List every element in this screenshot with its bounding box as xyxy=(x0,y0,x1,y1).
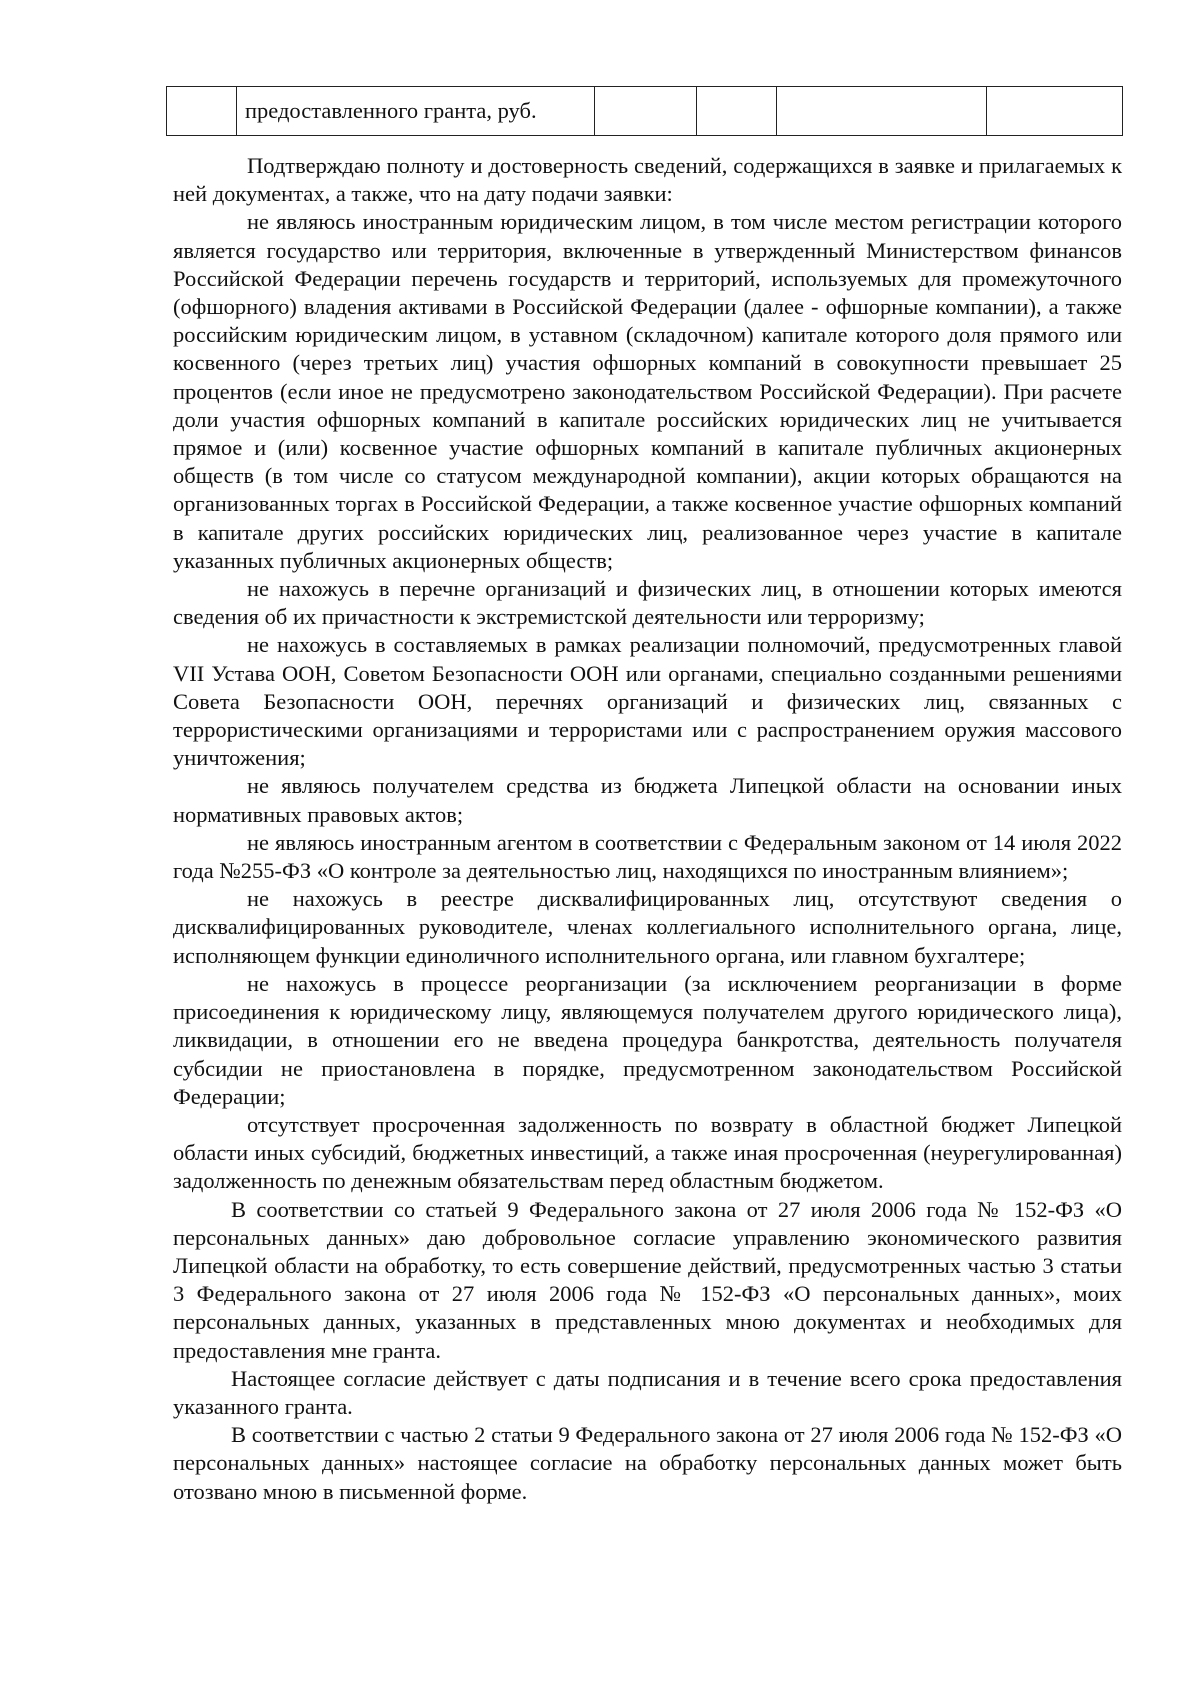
table-cell xyxy=(987,87,1123,136)
document-body xyxy=(173,152,1122,1506)
consent-withdrawal-paragraph: В соответствии с частью 2 статьи 9 Федерального закона от 27 июля 2006 года № 152-ФЗ «О персональных данных» настоящее согласие на обработку персональных данных может быть отозвано мною в письменной форме. xyxy=(173,1422,1122,1504)
table-cell-grant-label: предоставленного гранта, руб. xyxy=(237,87,595,136)
table-cell xyxy=(777,87,987,136)
extremism-clause: не нахожусь в перечне организаций и физических лиц, в отношении которых имеются сведения об их причастности к экстремистской деятельности или терроризму; xyxy=(173,576,1122,630)
offshore-clause: не являюсь иностранным юридическим лицом, в том числе местом регистрации которого является государство или территория, включенные в утвержденный Министерством финансов Российской Федерации перечень государств и территорий, используемых для промежуточного (офшорного) владения активами в Российской Федерации (далее - офшорные компании), а также российским юридическим лицом, в уставном (складочном) капитале которого доля прямого или косвенного (через третьих лиц) участия офшорных компаний в совокупности превышает 25 процентов (если иное не предусмотрено законодательством Российской Федерации). При расчете доли участия офшорных компаний в капитале российских юридических лиц не учитывается прямое и (или) косвенное участие офшорных компаний в капитале публичных акционерных обществ (в том числе со статусом международной компании), акции которых обращаются на организованных торгах в Российской Федерации, а также косвенное участие офшорных компаний в капитале других российских юридических лиц, реализованное через участие в капитале указанных публичных акционерных обществ; xyxy=(173,209,1122,573)
debt-clause: отсутствует просроченная задолженность по возврату в областной бюджет Липецкой области иных субсидий, бюджетных инвестиций, а также иная просроченная (неурегулированная) задолженность по денежным обязательствам перед областным бюджетом. xyxy=(173,1111,1122,1194)
confirmation-paragraph: Подтверждаю полноту и достоверность сведений, содержащихся в заявке и прилагаемых к ней документах, а также, что на дату подачи заявки: xyxy=(173,153,1122,207)
grant-table xyxy=(166,86,1123,136)
budget-funds-clause: не являюсь получателем средства из бюджета Липецкой области на основании иных нормативных правовых актов; xyxy=(173,773,1122,827)
personal-data-consent-paragraph: В соответствии со статьей 9 Федерального закона от 27 июля 2006 года № 152-ФЗ «О персональных данных» даю добровольное согласие управлению экономического развития Липецкой области на обработку, то есть совершение действий, предусмотренных частью 3 статьи 3 Федерального закона от 27 июля 2006 года № 152-ФЗ «О персональных данных», моих персональных данных, указанных в представленных мною документах и необходимых для предоставления мне гранта. xyxy=(173,1196,1122,1363)
un-list-clause: не нахожусь в составляемых в рамках реализации полномочий, предусмотренных главой VII Устава ООН, Советом Безопасности ООН или органами, специально созданными решениями Совета Безопасности ООН, перечнях организаций и физических лиц, связанных с террористическими организациями и террористами или с распространением оружия массового уничтожения; xyxy=(173,632,1122,771)
table-cell xyxy=(167,87,237,136)
table-cell xyxy=(697,87,777,136)
foreign-agent-clause: не являюсь иностранным агентом в соответствии с Федеральным законом от 14 июля 2022 года №255-ФЗ «О контроле за деятельностью лиц, находящихся по иностранным влиянием»; xyxy=(173,829,1122,884)
table-row xyxy=(167,87,1123,136)
consent-validity-paragraph: Настоящее согласие действует с даты подписания и в течение всего срока предоставления указанного гранта. xyxy=(173,1365,1122,1419)
disqualified-persons-clause: не нахожусь в реестре дисквалифицированных лиц, отсутствуют сведения о дисквалифицированных руководителе, членах коллегиального исполнительного органа, лице, исполняющем функции единоличного исполнительного органа, или главном бухгалтере; xyxy=(173,886,1122,968)
reorganization-clause: не нахожусь в процессе реорганизации (за исключением реорганизации в форме присоединения к юридическому лицу, являющемуся получателем другого юридического лица), ликвидации, в отношении его не введена процедура банкротства, деятельность получателя субсидии не приостановлена в порядке, предусмотренном законодательством Российской Федерации; xyxy=(173,970,1122,1109)
table-cell xyxy=(595,87,697,136)
